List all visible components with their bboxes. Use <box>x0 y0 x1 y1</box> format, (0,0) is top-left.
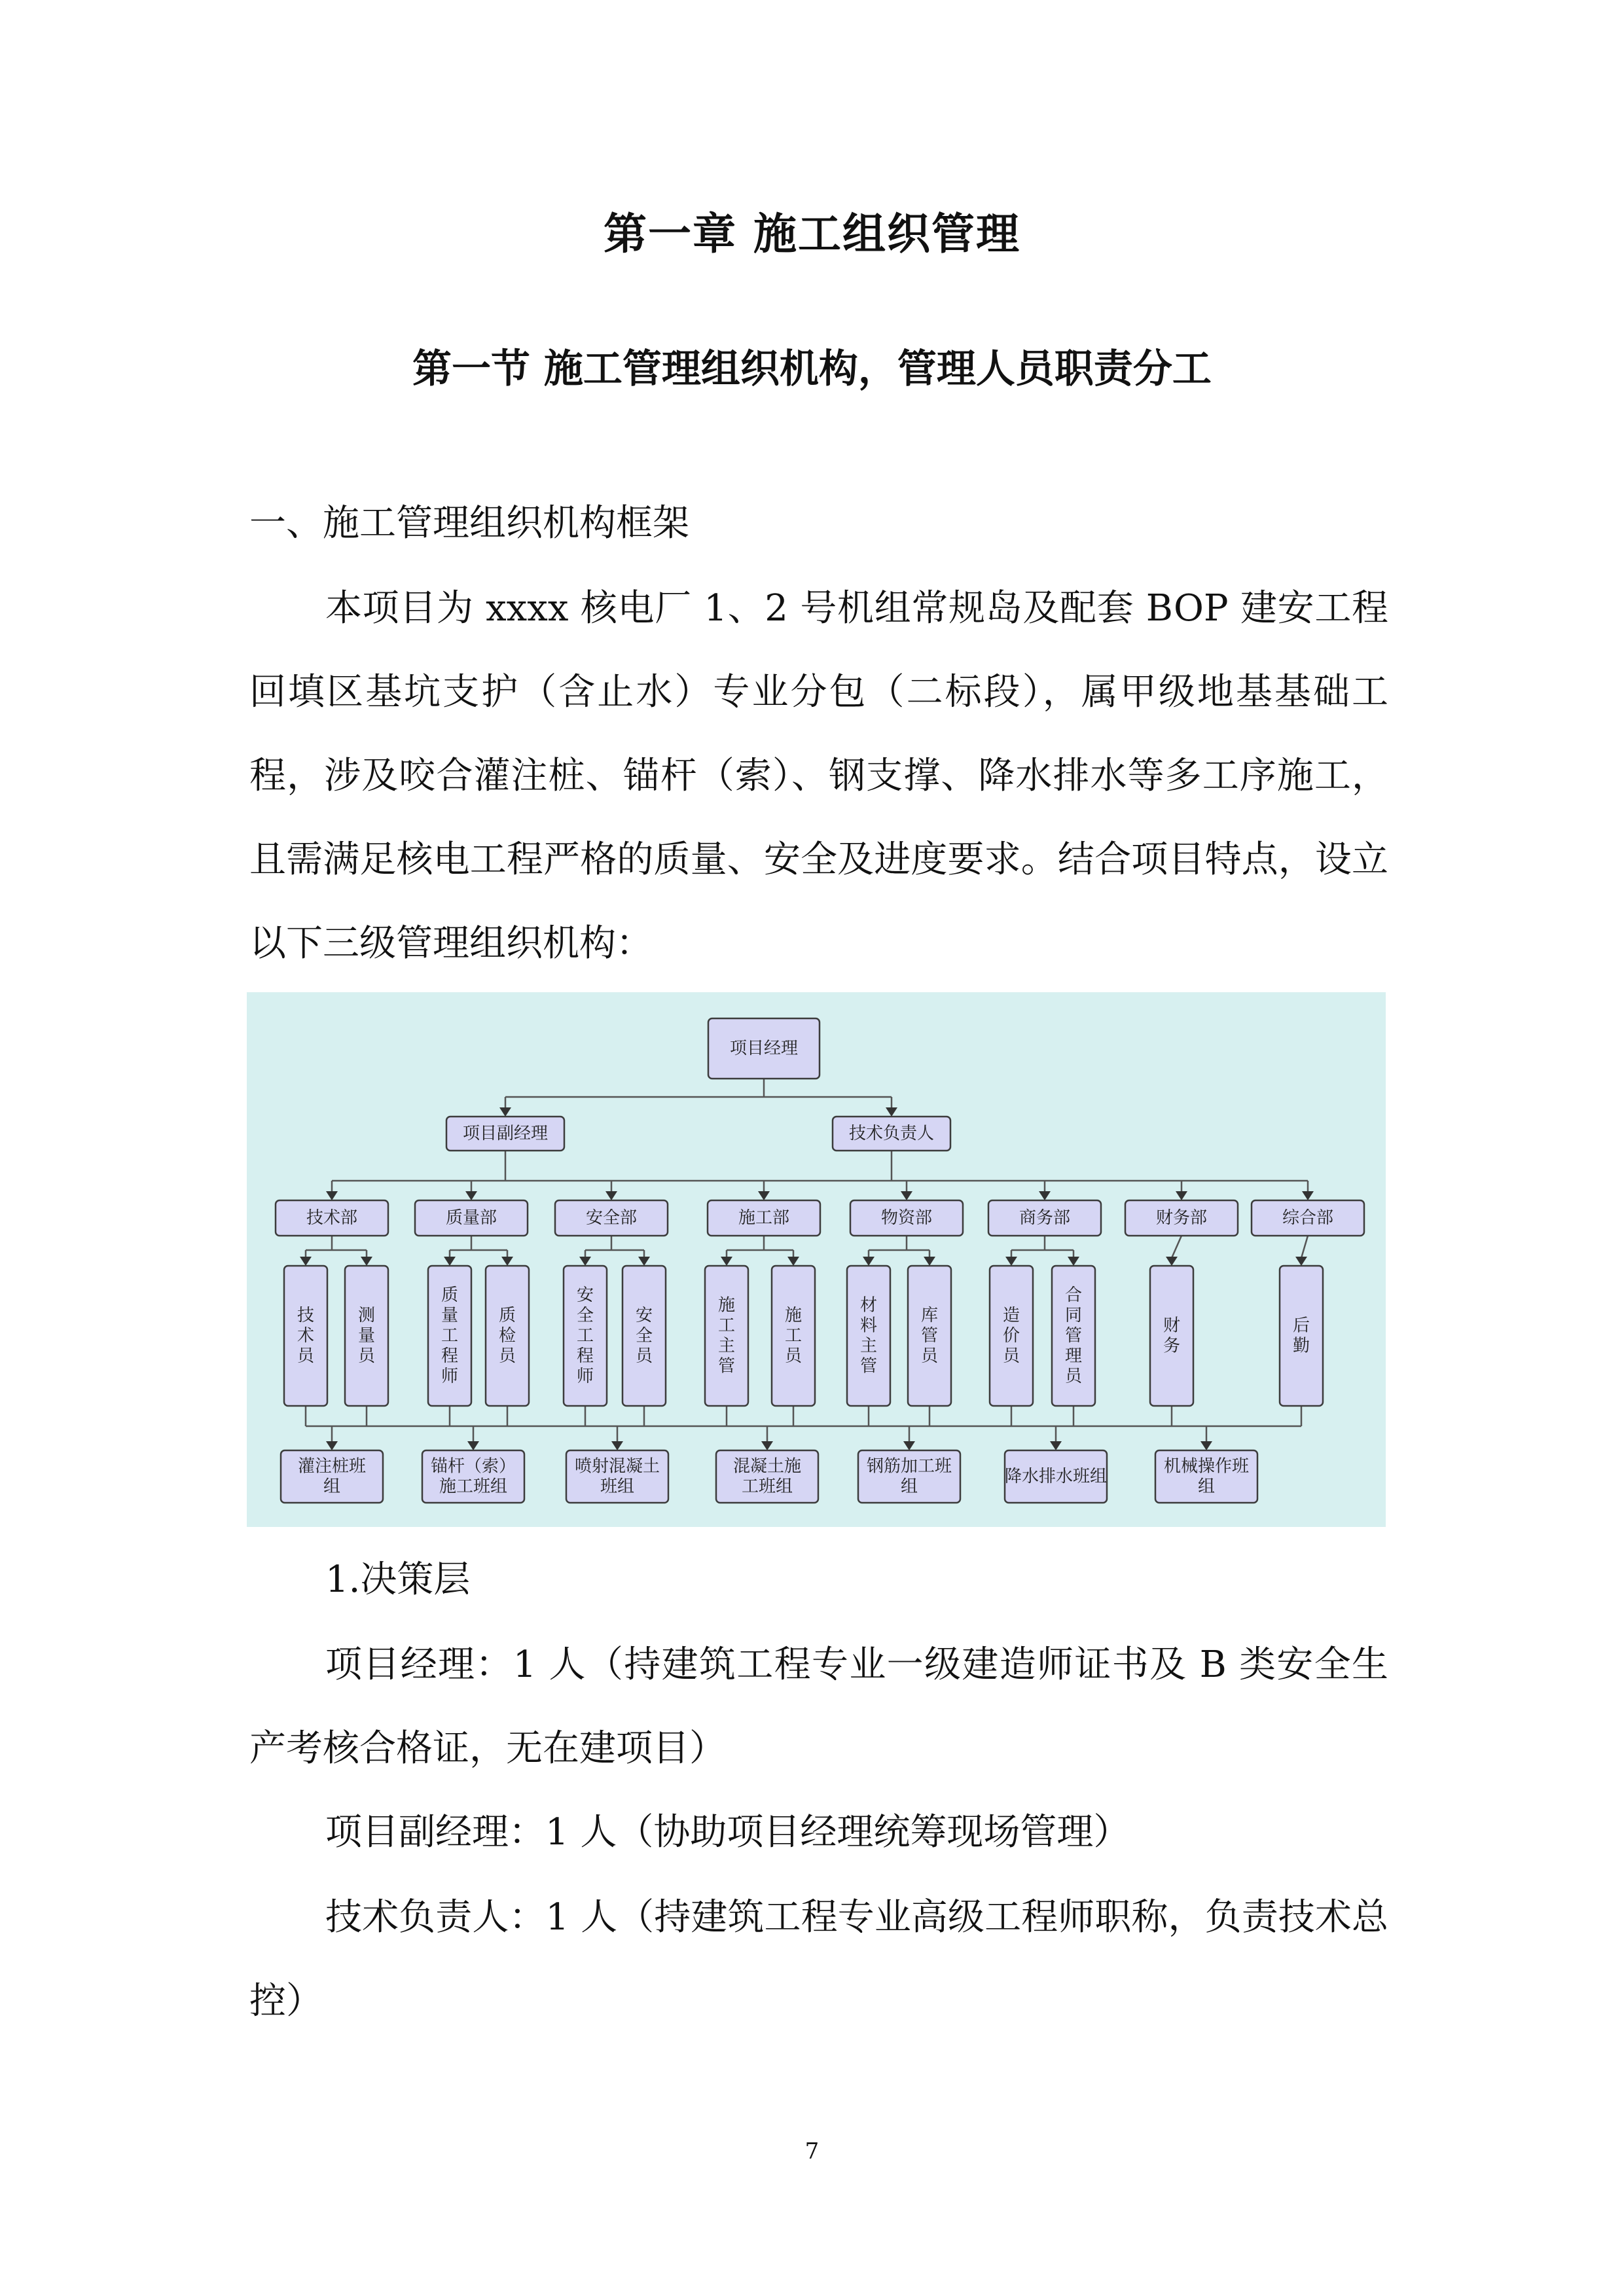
org-box-staff-11-text-4: 员 <box>1064 1367 1083 1386</box>
org-box-dept-4-text-0: 物资部 <box>880 1208 933 1228</box>
org-box-staff-4-text-4: 师 <box>576 1367 594 1386</box>
org-box-dept-2-text-0: 安全部 <box>585 1208 638 1228</box>
arrow-staff-5 <box>638 1257 650 1266</box>
arrow-dept-2 <box>605 1191 617 1200</box>
org-box-staff-8-text-0: 材 <box>859 1295 878 1316</box>
org-box-team-4-text-0: 钢筋加工班 <box>866 1456 952 1477</box>
line-to-staff-13 <box>1301 1236 1308 1258</box>
arrow-second-0 <box>499 1107 511 1117</box>
org-box-staff-0-text-2: 员 <box>297 1346 315 1366</box>
org-box-staff-1-text-2: 员 <box>357 1346 376 1366</box>
org-box-staff-4-text-1: 全 <box>576 1306 594 1325</box>
org-box-team-2-text-0: 喷射混凝土 <box>574 1456 660 1477</box>
arrow-staff-0 <box>300 1257 312 1266</box>
org-box-staff-1 <box>345 1266 388 1406</box>
org-box-team-0-text-0: 灌注桩班 <box>297 1456 367 1477</box>
org-box-staff-12-text-0: 财 <box>1163 1316 1181 1336</box>
org-box-staff-10-text-0: 造 <box>1002 1306 1020 1325</box>
chapter-title: 第一章 施工组织管理 <box>604 208 1020 259</box>
org-box-staff-13 <box>1280 1266 1323 1406</box>
org-box-dept-0 <box>276 1200 388 1236</box>
org-box-staff-0-text-1: 术 <box>297 1326 315 1346</box>
arrow-team-2 <box>611 1441 623 1450</box>
org-box-team-6-text-1: 组 <box>1197 1477 1216 1497</box>
org-box-staff-1-text-1: 量 <box>357 1326 376 1346</box>
org-box-staff-13-text-0: 后 <box>1292 1316 1310 1336</box>
arrow-dept-1 <box>465 1191 477 1200</box>
deputy-manager-line: 项目副经理：1 人（协助项目经理统筹现场管理） <box>325 1811 1130 1854</box>
org-box-dept-2 <box>555 1200 668 1236</box>
org-box-team-1-text-0: 锚杆（索） <box>430 1456 516 1477</box>
page-number: 7 <box>804 2138 820 2164</box>
org-box-staff-9-text-0: 库 <box>920 1306 939 1325</box>
arrow-team-4 <box>903 1441 915 1450</box>
org-chart <box>247 992 1386 1527</box>
org-box-second-0-text-0: 项目副经理 <box>462 1124 549 1143</box>
section-title: 第一节 施工管理组织机构，管理人员职责分工 <box>412 346 1212 392</box>
org-box-staff-2-text-1: 量 <box>441 1306 459 1325</box>
org-box-team-2-text-1: 班组 <box>600 1477 635 1497</box>
org-box-staff-6 <box>705 1266 748 1406</box>
org-box-dept-6-text-0: 财务部 <box>1155 1208 1208 1228</box>
org-box-staff-6-text-0: 施 <box>717 1295 736 1316</box>
org-box-staff-8-text-1: 料 <box>859 1316 878 1336</box>
org-box-staff-6-text-3: 管 <box>717 1356 736 1376</box>
org-box-staff-2-text-0: 质 <box>441 1285 459 1305</box>
org-box-staff-4-text-2: 工 <box>576 1326 594 1346</box>
org-box-second-1-text-0: 技术负责人 <box>848 1124 935 1143</box>
org-box-team-6-text-0: 机械操作班 <box>1163 1456 1250 1477</box>
org-box-staff-11-text-2: 管 <box>1064 1326 1083 1346</box>
intro-paragraph: 本项目为 xxxx 核电厂 1、2 号机组常规岛及配套 BOP 建安工程回填区基坑支护（含止水）专业分包（二标段），属甲级地基基础工程，涉及咬合灌注桩、锚杆（索）、钢支撑、降水排水等多工序施工，且需满足核电工程严格的质量、安全及进度要求。结合项目特点，设立以下三级管理组织机构： <box>249 587 1388 965</box>
org-box-dept-6 <box>1125 1200 1238 1236</box>
org-box-dept-7-text-0: 综合部 <box>1282 1208 1334 1228</box>
org-box-dept-3-text-0: 施工部 <box>738 1208 790 1228</box>
org-box-staff-11-text-1: 同 <box>1064 1306 1083 1325</box>
org-box-team-6 <box>1155 1450 1257 1503</box>
org-box-staff-7-text-2: 员 <box>784 1346 803 1366</box>
arrow-dept-3 <box>758 1191 770 1200</box>
org-box-dept-4 <box>850 1200 963 1236</box>
org-box-staff-2-text-3: 程 <box>441 1346 459 1366</box>
org-box-staff-9-text-2: 员 <box>920 1346 939 1366</box>
org-box-staff-5-text-1: 全 <box>635 1326 653 1346</box>
org-box-staff-7 <box>772 1266 815 1406</box>
project-manager-line: 项目经理：1 人（持建筑工程专业一级建造师证书及 B 类安全生产考核合格证，无在建项目） <box>249 1643 1388 1770</box>
line-to-staff-12 <box>1172 1236 1182 1258</box>
org-box-staff-7-text-1: 工 <box>784 1326 803 1346</box>
arrow-staff-10 <box>1005 1257 1017 1266</box>
org-box-staff-9-text-1: 管 <box>920 1326 939 1346</box>
technical-lead-line: 技术负责人：1 人（持建筑工程专业高级工程师职称，负责技术总控） <box>249 1896 1388 2022</box>
arrow-team-3 <box>761 1441 773 1450</box>
org-box-staff-11-text-3: 理 <box>1064 1346 1083 1366</box>
org-box-dept-7 <box>1252 1200 1364 1236</box>
org-box-team-5 <box>1005 1450 1107 1503</box>
org-box-project-manager-text-0: 项目经理 <box>729 1039 799 1058</box>
org-box-dept-5-text-0: 商务部 <box>1019 1208 1071 1228</box>
arrow-staff-12 <box>1166 1257 1178 1266</box>
org-box-staff-5-text-2: 员 <box>635 1346 653 1366</box>
org-box-staff-4 <box>564 1266 607 1406</box>
org-box-staff-4-text-3: 程 <box>576 1346 594 1366</box>
org-box-staff-3 <box>486 1266 529 1406</box>
org-box-team-3-text-1: 工班组 <box>741 1477 793 1497</box>
arrow-staff-11 <box>1068 1257 1079 1266</box>
org-box-project-manager <box>708 1018 820 1079</box>
org-box-staff-8-text-3: 管 <box>859 1356 878 1376</box>
org-box-staff-2 <box>428 1266 471 1406</box>
org-box-staff-13-text-1: 勤 <box>1292 1336 1310 1356</box>
org-box-staff-6-text-1: 工 <box>717 1316 736 1336</box>
org-box-staff-8-text-2: 主 <box>859 1336 878 1356</box>
org-box-staff-2-text-2: 工 <box>441 1326 459 1346</box>
arrow-staff-6 <box>721 1257 732 1266</box>
org-box-staff-3-text-1: 检 <box>498 1326 516 1346</box>
org-box-staff-10-text-2: 员 <box>1002 1346 1020 1366</box>
org-box-staff-12-text-1: 务 <box>1163 1336 1181 1356</box>
org-box-second-0 <box>446 1117 564 1151</box>
org-box-team-0-text-1: 组 <box>323 1477 341 1497</box>
arrow-team-6 <box>1200 1441 1212 1450</box>
arrow-dept-0 <box>326 1191 338 1200</box>
org-box-staff-11-text-0: 合 <box>1064 1285 1083 1305</box>
arrow-staff-9 <box>924 1257 935 1266</box>
subsection-heading: 一、施工管理组织机构框架 <box>249 502 689 545</box>
org-box-staff-3-text-2: 员 <box>498 1346 516 1366</box>
arrow-staff-8 <box>863 1257 875 1266</box>
org-box-staff-12 <box>1150 1266 1193 1406</box>
org-chart-svg <box>247 992 1386 1527</box>
org-box-staff-10 <box>990 1266 1033 1406</box>
org-box-staff-11 <box>1052 1266 1095 1406</box>
org-box-staff-10-text-1: 价 <box>1002 1326 1020 1346</box>
arrow-staff-3 <box>501 1257 513 1266</box>
org-box-staff-4-text-0: 安 <box>576 1285 594 1305</box>
arrow-staff-1 <box>361 1257 372 1266</box>
org-box-team-4 <box>858 1450 960 1503</box>
decision-layer-heading: 1.决策层 <box>325 1558 471 1601</box>
arrow-team-0 <box>326 1441 338 1450</box>
org-box-dept-1-text-0: 质量部 <box>445 1208 497 1228</box>
org-box-staff-9 <box>908 1266 951 1406</box>
arrow-staff-7 <box>787 1257 799 1266</box>
arrow-team-5 <box>1050 1441 1062 1450</box>
org-box-team-1-text-1: 施工班组 <box>439 1477 508 1497</box>
org-box-staff-5 <box>623 1266 666 1406</box>
arrow-team-1 <box>467 1441 479 1450</box>
arrow-dept-7 <box>1302 1191 1314 1200</box>
arrow-dept-4 <box>901 1191 912 1200</box>
org-box-team-4-text-1: 组 <box>900 1477 918 1497</box>
arrow-staff-13 <box>1295 1257 1307 1266</box>
org-box-team-2 <box>566 1450 668 1503</box>
org-box-staff-0-text-0: 技 <box>297 1306 315 1325</box>
org-box-team-0 <box>281 1450 383 1503</box>
org-box-dept-5 <box>988 1200 1101 1236</box>
org-box-staff-6-text-2: 主 <box>717 1336 736 1356</box>
arrow-dept-5 <box>1039 1191 1051 1200</box>
org-box-staff-5-text-0: 安 <box>635 1306 653 1325</box>
org-box-dept-1 <box>415 1200 528 1236</box>
arrow-staff-2 <box>444 1257 456 1266</box>
org-box-staff-2-text-4: 师 <box>441 1367 459 1386</box>
org-box-team-3-text-0: 混凝土施 <box>732 1456 802 1477</box>
org-box-staff-0 <box>284 1266 327 1406</box>
org-box-staff-7-text-0: 施 <box>784 1306 803 1325</box>
org-box-staff-3-text-0: 质 <box>498 1306 516 1325</box>
arrow-second-1 <box>886 1107 897 1117</box>
org-box-staff-8 <box>847 1266 890 1406</box>
arrow-staff-4 <box>579 1257 591 1266</box>
org-box-staff-1-text-0: 测 <box>357 1306 376 1325</box>
org-box-team-1 <box>422 1450 524 1503</box>
arrow-dept-6 <box>1176 1191 1187 1200</box>
org-box-dept-0-text-0: 技术部 <box>306 1208 358 1228</box>
org-box-team-3 <box>716 1450 818 1503</box>
org-box-dept-3 <box>708 1200 820 1236</box>
org-box-team-5-text-0: 降水排水班组 <box>1004 1467 1108 1486</box>
org-box-second-1 <box>833 1117 950 1151</box>
